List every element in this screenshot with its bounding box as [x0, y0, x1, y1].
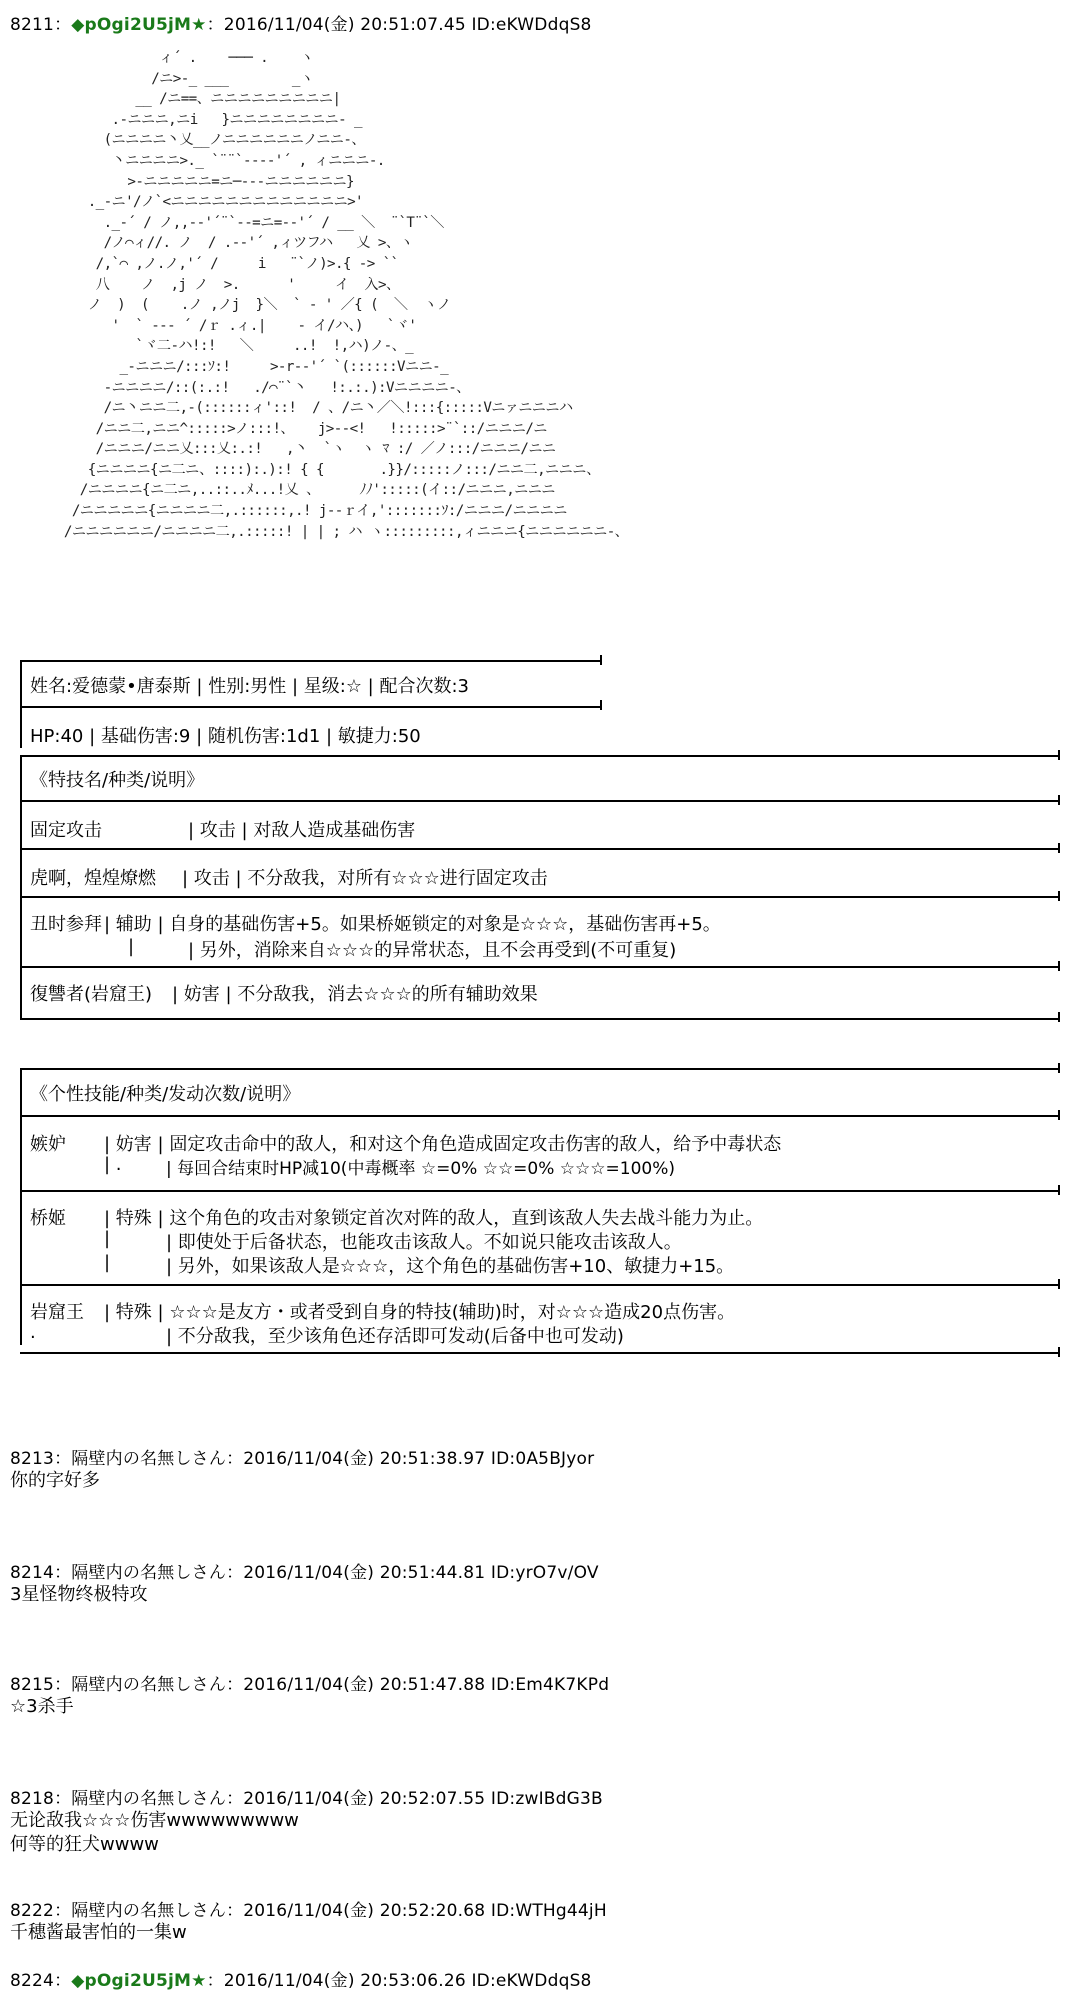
personal-skill-desc-cont: 不分敌我，至少该角色还存活即可发动(后备中也可发动) — [177, 1326, 624, 1347]
post-body-line: 你的字好多 — [10, 1470, 100, 1491]
post-header-8224 — [10, 1966, 592, 1991]
post-number: 8211： — [10, 15, 72, 35]
personal-skill-type: 特殊 — [115, 1302, 152, 1323]
post-header-8215: 8215：隔壁内の名無しさん：2016/11/04(金) 20:51:47.88 ID:Em4K7KPd — [10, 1675, 610, 1695]
personal-skill-type: 妨害 — [115, 1134, 152, 1155]
personal-skill-type: 特殊 — [115, 1208, 152, 1229]
skill-desc: 不分敌我，消去☆☆☆的所有辅助效果 — [237, 984, 538, 1005]
personal-skill-desc-cont: 即使处于后备状态，也能攻击该敌人。不如说只能攻击该敌人。 — [177, 1232, 682, 1253]
skill-type: 攻击 — [199, 820, 236, 841]
skill-desc: 自身的基础伤害+5。如果桥姬锁定的对象是☆☆☆，基础伤害再+5。 — [169, 914, 721, 935]
status-row-1: 姓名:爱德蒙•唐泰斯 | 性别:男性 | 星级:☆ | 配合次数:3 — [30, 676, 469, 697]
personal-skill-desc: 固定攻击命中的敌人，和对这个角色造成固定攻击伤害的敌人，给予中毒状态 — [169, 1134, 782, 1155]
ascii-art: ィ´ . ─── . ヽ /ニ>-_ ___ _ヽ __ /ニ==、ニニニニニニニニニ| .-ニニニ,ニi }ニニニニニニニニ- _ (ニニニニ丶乂__ノニニニニニニノニニ-、 丶ニニニニ>._ `¨¨`‐--‐'´ , ィニニニ-. >-ニニニニニ=ニ─--‐ニニニニニニ} ._-ニ'/ノ`<ニニニニニニニニニニニニニ>' ._-´ / ノ,,-‐'´¨`‐-=ニ=-‐'´ / __ ＼ ¨`T¨`＼ /ノ⌒ィ//. ノ / .-‐'´ ,ィツフハ 乂 >、ヽ /,`⌒ ,ノ.ノ,'´ / i ¨`ノ)>.{ ‐> `` 八 ノ ,j ノ >. ' イ 入>、 ノ ) ( .ノ ,ノj }＼ ` - ' ／{ ( ＼ ヽノ ' ` ‐-- ´ /ｒ .ィ.| - イ/ハ、) `ヾ' `ヾ二-ハ!:! ＼ ..! !,ハ)ノ-、_ _-ニニニ/:::ｿ:! >-r--'´ `(::::::Vニニ-_ -ニニニニ/::(:.:! ./⌒¨`丶 !:.:.):Vニニニニ-、 /ニ丶ニニ二,-(::::::ィ'::! / 、/ニ丶／＼!:::{:::::Vニァニニニハ /ニニ二,ニニ^:::::>ノ:::!、 j>--<! !:::::>¨`::/ニニニ/ニ /ニニニ/ニニ乂:::乂:.:! ,丶 `ヽ ヽ ﾏ :/ ／ノ:::/ニニニ/ニニ {ニニニニ{ニ二ニ、::::):.):! { { .}}/:::::ノ:::/ニニ二,ニニニ、 /ニニニニ{ニ二ニ,..::..ﾒ...!乂 、 ﾉﾉ':::::(イ::/ニニニ,ニニニ /ニニニニニ{ニニニニ二,.::::::,.! j--ｒイ,':::::::ｿ:/ニニニ/ニニニニ /ニニニニニニ/ニニニニ二,.:::::! | | ; ハ ヽ:::::::::,ィニニニ{ニニニニニニ-、 — [63, 50, 629, 540]
post-header-8211 — [10, 10, 592, 35]
personal-skill-desc-cont: 每回合结束时HP减10(中毒概率 ☆=0% ☆☆=0% ☆☆☆=100%) — [177, 1159, 675, 1179]
skill-name: 丑时参拜 — [30, 914, 102, 935]
post-body-line: 何等的狂犬wwww — [10, 1834, 159, 1855]
skill-desc: 对敌人造成基础伤害 — [253, 820, 416, 841]
skill-box-title: 《特技名/种类/说明》 — [30, 770, 205, 791]
skill-desc: 不分敌我，对所有☆☆☆进行固定攻击 — [247, 868, 548, 889]
post-header-8213: 8213：隔壁内の名無しさん：2016/11/04(金) 20:51:38.97 ID:0A5BJyor — [10, 1449, 595, 1469]
personal-skill-name: 嫉妒 — [30, 1134, 66, 1155]
personal-skill-name: 岩窟王 — [30, 1302, 84, 1323]
post-number: 8224： — [10, 1971, 72, 1991]
post-header-8214: 8214：隔壁内の名無しさん：2016/11/04(金) 20:51:44.81 ID:yrO7v/OV — [10, 1563, 599, 1583]
personal-skill-count: . — [30, 1322, 36, 1343]
personal-skill-count: . — [115, 1154, 122, 1175]
skill-name: 固定攻击 — [30, 820, 102, 841]
post-header-8218: 8218：隔壁内の名無しさん：2016/11/04(金) 20:52:07.55 ID:zwIBdG3B — [10, 1789, 603, 1809]
author-tripcode[interactable]: ◆pOgi2U5jM★ — [71, 15, 207, 35]
status-row-2: HP:40 | 基础伤害:9 | 随机伤害:1d1 | 敏捷力:50 — [30, 726, 421, 747]
skill-name: 虎啊，煌煌燎燃 — [30, 868, 156, 889]
post-header-8222: 8222：隔壁内の名無しさん：2016/11/04(金) 20:52:20.68 ID:WTHg44jH — [10, 1901, 607, 1921]
skill-type: 攻击 — [193, 868, 230, 889]
personal-skill-desc-cont: 另外，如果该敌人是☆☆☆，这个角色的基础伤害+10、敏捷力+15。 — [177, 1256, 735, 1277]
personal-skill-name: 桥姬 — [30, 1208, 66, 1229]
personal-skill-desc: ☆☆☆是友方・或者受到自身的特技(辅助)时，对☆☆☆造成20点伤害。 — [169, 1302, 736, 1323]
personal-box-title: 《个性技能/种类/发动次数/说明》 — [30, 1084, 301, 1105]
skill-type: 妨害 — [183, 984, 220, 1005]
post-body-line: ☆3杀手 — [10, 1696, 74, 1717]
post-meta: ：2016/11/04(金) 20:51:07.45 ID:eKWDdqS8 — [206, 15, 592, 35]
post-meta: ：2016/11/04(金) 20:53:06.26 ID:eKWDdqS8 — [206, 1971, 592, 1991]
skill-type: 辅助 — [115, 914, 152, 935]
skill-name: 復讐者(岩窟王) — [30, 984, 153, 1005]
author-tripcode[interactable]: ◆pOgi2U5jM★ — [71, 1971, 207, 1991]
post-body-line: 3星怪物终极特攻 — [10, 1584, 148, 1605]
post-body-line: 无论敌我☆☆☆伤害wwwwwwwww — [10, 1810, 299, 1831]
personal-skill-desc: 这个角色的攻击对象锁定首次对阵的敌人，直到该敌人失去战斗能力为止。 — [169, 1208, 764, 1229]
skill-desc-cont: 另外，消除来自☆☆☆的异常状态，且不会再受到(不可重复) — [199, 940, 677, 961]
post-body-line: 千穗酱最害怕的一集w — [10, 1922, 187, 1943]
